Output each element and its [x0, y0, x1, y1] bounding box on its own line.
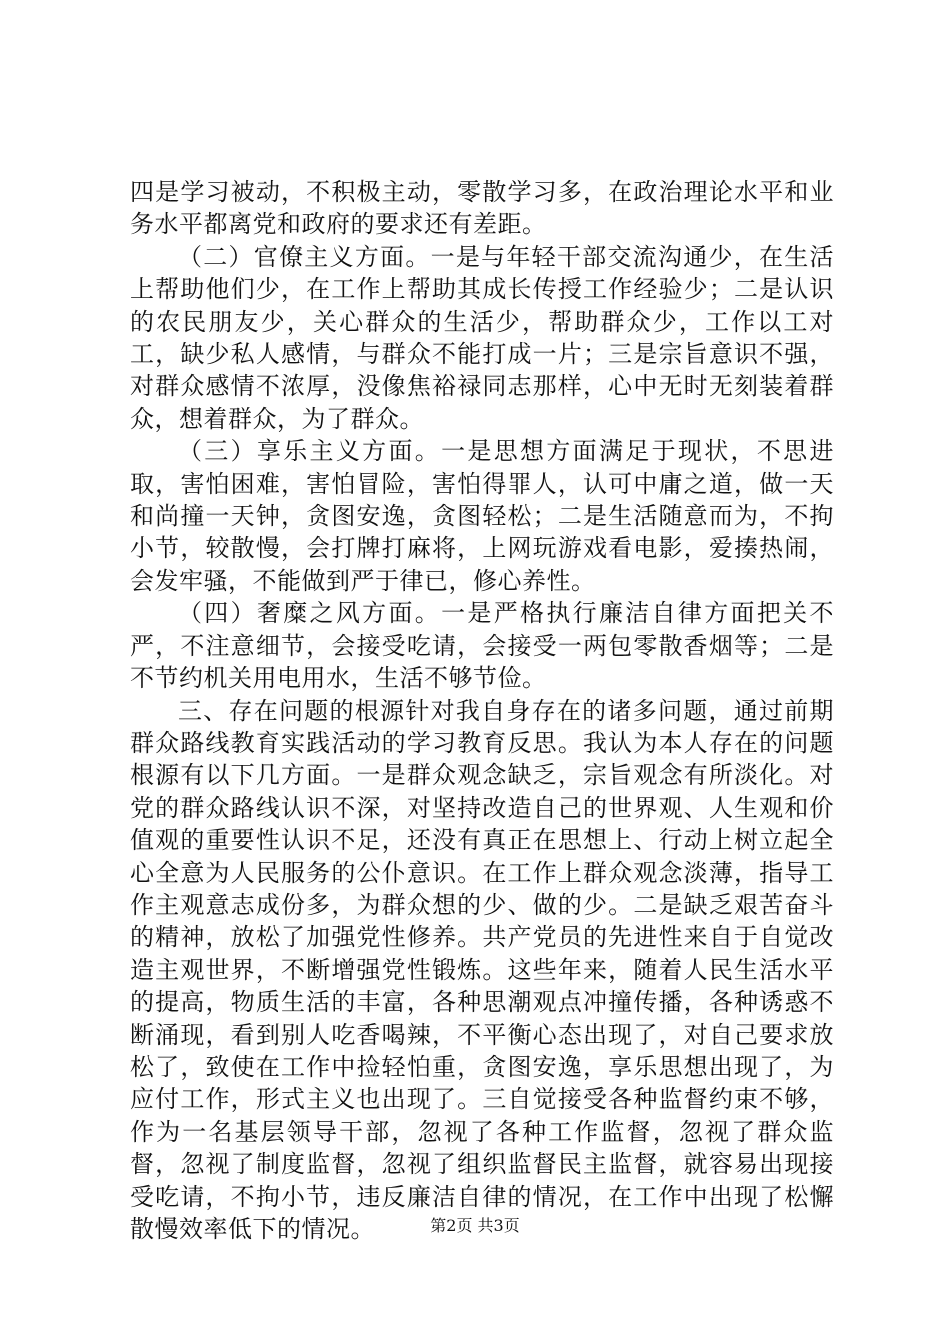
paragraph-continuation: 四是学习被动，不积极主动，零散学习多，在政治理论水平和业务水平都离党和政府的要求还有差距。 [130, 178, 834, 239]
document-body [130, 176, 834, 1245]
page-number-footer: 第2页 共3页 [430, 1216, 520, 1235]
paragraph-root-causes: 三、存在问题的根源针对我自身存在的诸多问题，通过前期群众路线教育实践活动的学习教育反思。我认为本人存在的问题根源有以下几方面。一是群众观念缺乏，宗旨观念有所淡化。对党的群众路线认识不深，对坚持改造自己的世界观、人生观和价值观的重要性认识不足，还没有真正在思想上、行动上树立起全心全意为人民服务的公仆意识。在工作上群众观念淡薄，指导工作主观意志成份多，为群众想的少、做的少。二是缺乏艰苦奋斗的精神，放松了加强党性修养。共产党员的先进性来自于自觉改造主观世界，不断增强党性锻炼。这些年来，随着人民生活水平的提高，物质生活的丰富，各种思潮观点冲撞传播，各种诱惑不断涌现，看到别人吃香喝辣，不平衡心态出现了，对自己要求放松了，致使在工作中捡轻怕重，贪图安逸，享乐思想出现了，为应付工作，形式主义也出现了。三自觉接受各种监督约束不够，作为一名基层领导干部，忽视了各种工作监督，忽视了群众监督，忽视了制度监督，忽视了组织监督民主监督，就容易出现接受吃请，不拘小节，违反廉洁自律的情况，在工作中出现了松懈散慢效率低下的情况。 [130, 696, 834, 1243]
paragraph-bureaucratism: （二）官僚主义方面。一是与年轻干部交流沟通少，在生活上帮助他们少，在工作上帮助其成长传授工作经验少；二是认识的农民朋友少，关心群众的生活少，帮助群众少，工作以工对工，缺少私人感情，与群众不能打成一片；三是宗旨意识不强，对群众感情不浓厚，没像焦裕禄同志那样，心中无时无刻装着群众，想着群众，为了群众。 [130, 242, 834, 433]
paragraph-hedonism: （三）享乐主义方面。一是思想方面满足于现状，不思进取，害怕困难，害怕冒险，害怕得罪人，认可中庸之道，做一天和尚撞一天钟，贪图安逸，贪图轻松；二是生活随意而为，不拘小节，较散慢，会打牌打麻将，上网玩游戏看电影，爱揍热闹，会发牢骚，不能做到严于律已，修心养性。 [130, 437, 834, 595]
paragraph-extravagance: （四）奢糜之风方面。一是严格执行廉洁自律方面把关不严，不注意细节，会接受吃请，会接受一两包零散香烟等；二是不节约机关用电用水，生活不够节俭。 [130, 599, 834, 693]
